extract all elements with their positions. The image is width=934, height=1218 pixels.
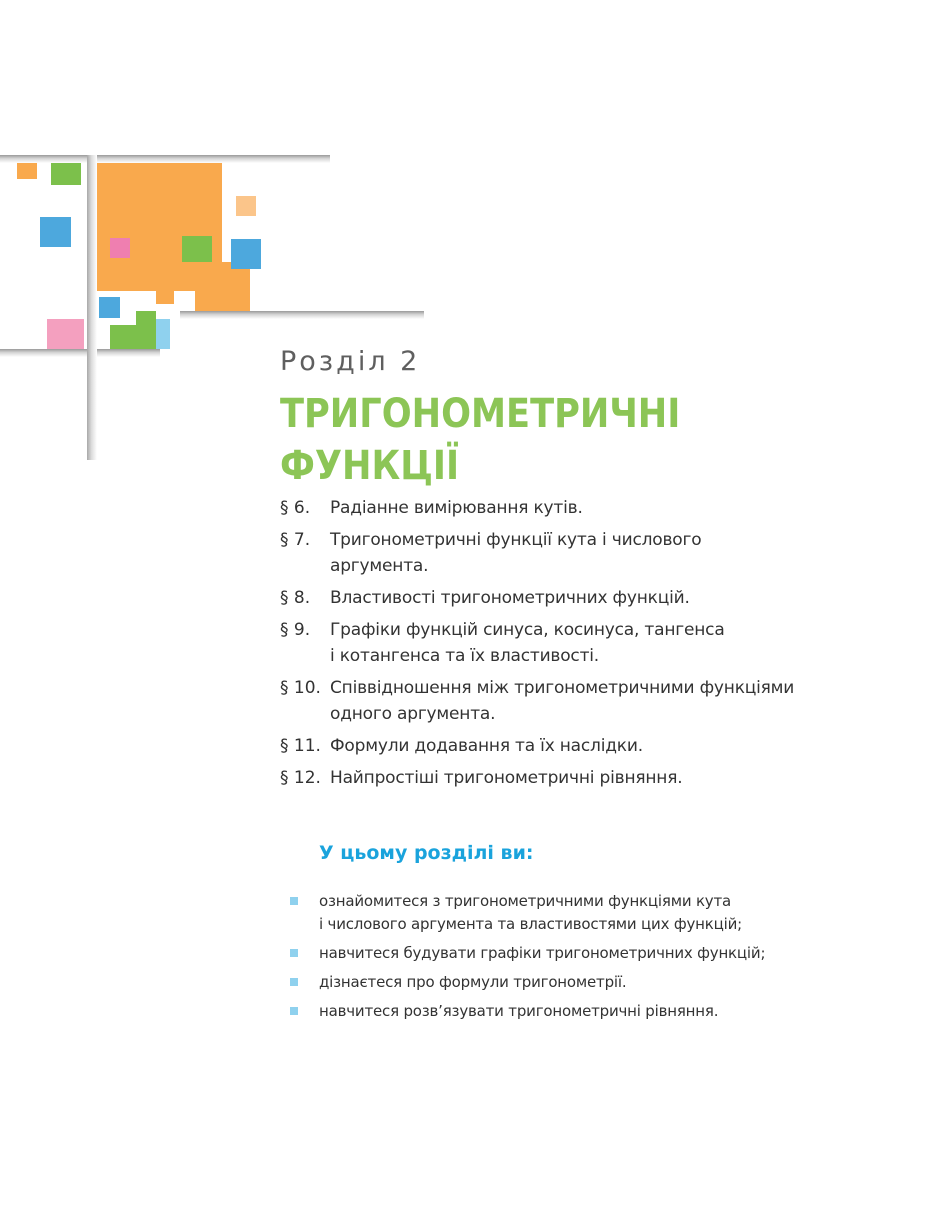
section-title: Графіки функцій синуса, косинуса, тангенса і котангенса та їх властивості. bbox=[330, 620, 725, 666]
green-bottom-tab bbox=[136, 311, 156, 327]
light-orange-block bbox=[236, 196, 256, 216]
section-number: § 12. bbox=[280, 768, 321, 788]
goal-item bbox=[290, 971, 850, 994]
goal-text: дізнаєтеся про формули тригонометрії. bbox=[319, 973, 627, 991]
vertical-rule bbox=[87, 155, 97, 460]
green-mid-block bbox=[182, 236, 212, 262]
toc-item bbox=[280, 585, 860, 611]
toc-item bbox=[280, 733, 860, 759]
section-number: § 9. bbox=[280, 620, 311, 640]
section-number: § 10. bbox=[280, 678, 321, 698]
toc-item bbox=[280, 495, 860, 521]
toc-item bbox=[280, 617, 860, 669]
table-of-contents bbox=[280, 495, 860, 797]
blue-small-block bbox=[99, 297, 120, 318]
goals-heading: У цьому розділі ви: bbox=[319, 842, 534, 864]
section-number: § 6. bbox=[280, 498, 311, 518]
goal-text: ознайомитеся з тригонометричними функціями кута і числового аргумента та властивостями цих функцій; bbox=[319, 892, 742, 933]
square-bullet-icon bbox=[290, 1007, 298, 1015]
section-number: § 11. bbox=[280, 736, 321, 756]
section-title: Формули додавання та їх наслідки. bbox=[330, 736, 643, 756]
toc-item bbox=[280, 527, 860, 579]
section-title: Властивості тригонометричних функцій. bbox=[330, 588, 690, 608]
section-title: Тригонометричні функції кута і числового аргумента. bbox=[330, 530, 702, 576]
horizontal-rule-bottom bbox=[0, 349, 160, 357]
toc-item bbox=[280, 765, 860, 791]
chapter-title-line-2: ФУНКЦІЇ bbox=[280, 443, 460, 489]
blue-left-block bbox=[40, 217, 71, 247]
section-title: Співвідношення між тригонометричними функціями одного аргумента. bbox=[330, 678, 795, 724]
goal-item bbox=[290, 890, 850, 936]
goals-list bbox=[290, 890, 850, 1029]
goal-text: навчитеся будувати графіки тригонометричних функцій; bbox=[319, 944, 766, 962]
section-title: Радіанне вимірювання кутів. bbox=[330, 498, 583, 518]
goal-text: навчитеся розв’язувати тригонометричні рівняння. bbox=[319, 1002, 719, 1020]
toc-item bbox=[280, 675, 860, 727]
orange-block bbox=[195, 262, 250, 317]
light-blue-block bbox=[156, 319, 170, 349]
orange-small-block bbox=[156, 290, 174, 304]
square-bullet-icon bbox=[290, 897, 298, 905]
blue-right-block bbox=[231, 239, 261, 269]
pink-small-block bbox=[110, 238, 130, 258]
chapter-title bbox=[280, 388, 773, 492]
section-title: Найпростіші тригонометричні рівняння. bbox=[330, 768, 683, 788]
horizontal-rule-middle bbox=[180, 311, 424, 319]
goal-item bbox=[290, 942, 850, 965]
section-number: § 7. bbox=[280, 530, 311, 550]
chapter-label: Розділ 2 bbox=[280, 346, 421, 377]
square-bullet-icon bbox=[290, 949, 298, 957]
chapter-title-line-1: ТРИГОНОМЕТРИЧНІ bbox=[280, 391, 681, 437]
section-number: § 8. bbox=[280, 588, 311, 608]
horizontal-rule-top bbox=[0, 155, 330, 163]
square-bullet-icon bbox=[290, 978, 298, 986]
goal-item bbox=[290, 1000, 850, 1023]
